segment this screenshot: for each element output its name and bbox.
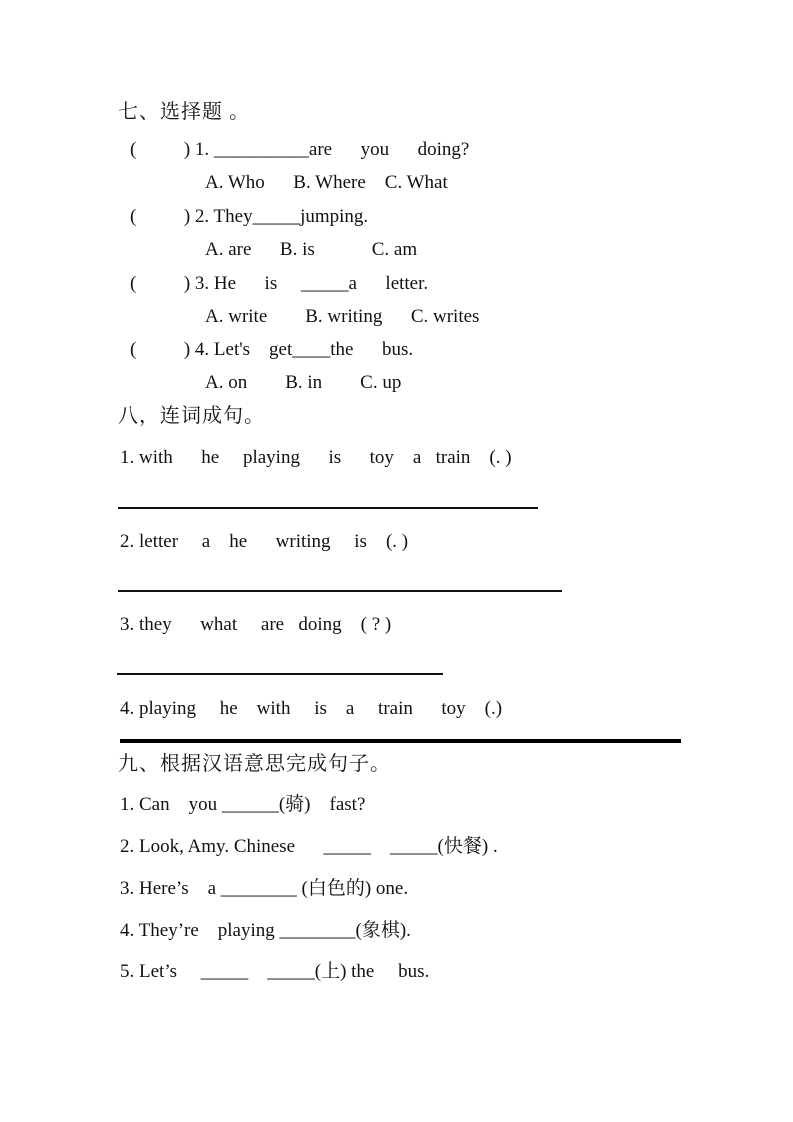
- choice-question-4: ( ) 4. Let's get____the bus.: [130, 339, 414, 360]
- choice-question-3: ( ) 3. He is _____a letter.: [130, 273, 429, 294]
- completion-item-3: 3. Here’s a ________ (白色的) one.: [120, 878, 409, 899]
- completion-item-1: 1. Can you ______(骑) fast?: [120, 794, 366, 815]
- answer-blank-line-2: [118, 590, 562, 592]
- completion-item-5: 5. Let’s _____ _____(上) the bus.: [120, 961, 430, 982]
- choice-question-1: ( ) 1. __________are you doing?: [130, 139, 470, 160]
- choice-options-2: A. are B. is C. am: [205, 239, 418, 260]
- answer-blank-line-3: [117, 673, 443, 675]
- choice-options-3: A. write B. writing C. writes: [205, 306, 480, 327]
- choice-question-2: ( ) 2. They_____jumping.: [130, 206, 369, 227]
- completion-item-2: 2. Look, Amy. Chinese _____ _____(快餐) .: [120, 836, 498, 857]
- section-divider-rule: [120, 739, 681, 743]
- completion-item-4: 4. They’re playing ________(象棋).: [120, 920, 411, 941]
- section-eight-heading: 八，连词成句。: [118, 405, 265, 427]
- rearrange-item-2: 2. letter a he writing is (. ): [120, 531, 409, 552]
- choice-options-4: A. on B. in C. up: [205, 372, 402, 393]
- rearrange-item-1: 1. with he playing is toy a train (. ): [120, 447, 512, 468]
- rearrange-item-3: 3. they what are doing ( ? ): [120, 614, 392, 635]
- section-nine-heading: 九、根据汉语意思完成句子。: [118, 753, 391, 775]
- choice-options-1: A. Who B. Where C. What: [205, 172, 448, 193]
- rearrange-item-4: 4. playing he with is a train toy (.): [120, 698, 503, 719]
- answer-blank-line-1: [118, 507, 538, 509]
- section-seven-heading: 七、选择题 。: [118, 101, 250, 123]
